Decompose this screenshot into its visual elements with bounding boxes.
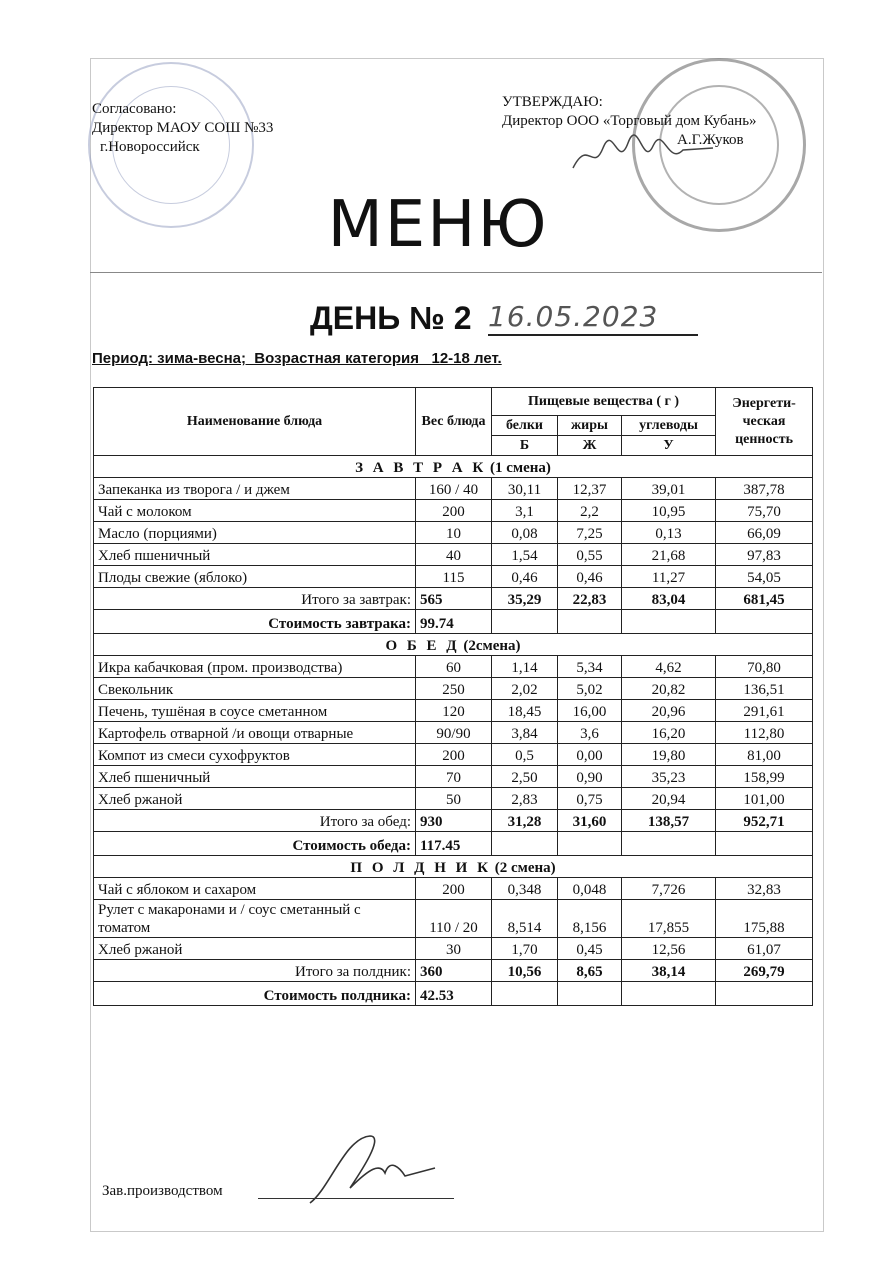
lunch-section-row bbox=[94, 634, 813, 656]
header-carbs: углеводы bbox=[622, 416, 716, 436]
lunch-total-carbs: 138,57 bbox=[622, 810, 716, 832]
dish-fats: 2,2 bbox=[558, 500, 622, 522]
dish-weight: 120 bbox=[416, 700, 492, 722]
snack-total-fats: 8,65 bbox=[558, 960, 622, 982]
table-row bbox=[94, 766, 813, 788]
dish-weight: 160 / 40 bbox=[416, 478, 492, 500]
dish-name: Хлеб пшеничный bbox=[94, 544, 416, 566]
lunch-cost-empty bbox=[558, 832, 622, 856]
lunch-section-main: О Б Е Д bbox=[385, 638, 460, 654]
dish-fats: 3,6 bbox=[558, 722, 622, 744]
lunch-cost-empty bbox=[716, 832, 813, 856]
footer-label: Зав.производством bbox=[102, 1183, 223, 1199]
dish-proteins: 2,50 bbox=[492, 766, 558, 788]
dish-carbs: 20,94 bbox=[622, 788, 716, 810]
lunch-total-proteins: 31,28 bbox=[492, 810, 558, 832]
dish-energy: 32,83 bbox=[716, 878, 813, 900]
dish-proteins: 2,02 bbox=[492, 678, 558, 700]
dish-fats: 0,00 bbox=[558, 744, 622, 766]
menu-table bbox=[93, 387, 813, 1006]
lunch-cost-empty bbox=[492, 832, 558, 856]
snack-total-row bbox=[94, 960, 813, 982]
snack-total-proteins: 10,56 bbox=[492, 960, 558, 982]
dish-fats: 0,75 bbox=[558, 788, 622, 810]
lunch-cost-value: 117.45 bbox=[416, 832, 492, 856]
lunch-section-title bbox=[94, 634, 813, 656]
manager-signature bbox=[290, 1128, 440, 1208]
dish-energy: 112,80 bbox=[716, 722, 813, 744]
dish-energy: 291,61 bbox=[716, 700, 813, 722]
dish-energy: 136,51 bbox=[716, 678, 813, 700]
approval-left-line1: Согласовано: bbox=[92, 101, 177, 117]
dish-energy: 175,88 bbox=[716, 900, 813, 938]
dish-proteins: 0,348 bbox=[492, 878, 558, 900]
dish-fats: 16,00 bbox=[558, 700, 622, 722]
approval-right-line2: Директор ООО «Торговый дом Кубань» bbox=[502, 113, 757, 129]
header-weight: Вес блюда bbox=[416, 388, 492, 456]
breakfast-total-fats: 22,83 bbox=[558, 588, 622, 610]
dish-carbs: 20,96 bbox=[622, 700, 716, 722]
table-row bbox=[94, 678, 813, 700]
snack-total-energy: 269,79 bbox=[716, 960, 813, 982]
dish-fats: 0,90 bbox=[558, 766, 622, 788]
breakfast-total-weight: 565 bbox=[416, 588, 492, 610]
dish-energy: 387,78 bbox=[716, 478, 813, 500]
snack-cost-row bbox=[94, 982, 813, 1006]
snack-section-row bbox=[94, 856, 813, 878]
snack-cost-label: Стоимость полдника: bbox=[94, 982, 416, 1006]
dish-fats: 0,048 bbox=[558, 878, 622, 900]
approval-left bbox=[92, 100, 273, 157]
period-line: Период: зима-весна; Возрастная категория 12-18 лет. bbox=[92, 350, 502, 367]
title-divider bbox=[90, 272, 822, 273]
snack-section-sub: (2 смена) bbox=[490, 860, 556, 876]
table-row bbox=[94, 478, 813, 500]
table-row bbox=[94, 788, 813, 810]
dish-fats: 0,55 bbox=[558, 544, 622, 566]
dish-carbs: 12,56 bbox=[622, 938, 716, 960]
breakfast-total-label: Итого за завтрак: bbox=[94, 588, 416, 610]
dish-energy: 75,70 bbox=[716, 500, 813, 522]
dish-fats: 5,34 bbox=[558, 656, 622, 678]
breakfast-total-proteins: 35,29 bbox=[492, 588, 558, 610]
dish-proteins: 30,11 bbox=[492, 478, 558, 500]
dish-carbs: 35,23 bbox=[622, 766, 716, 788]
dish-name: Плоды свежие (яблоко) bbox=[94, 566, 416, 588]
dish-energy: 81,00 bbox=[716, 744, 813, 766]
dish-proteins: 8,514 bbox=[492, 900, 558, 938]
breakfast-total-row bbox=[94, 588, 813, 610]
table-row bbox=[94, 566, 813, 588]
dish-weight: 90/90 bbox=[416, 722, 492, 744]
lunch-total-energy: 952,71 bbox=[716, 810, 813, 832]
dish-weight: 10 bbox=[416, 522, 492, 544]
table-row bbox=[94, 700, 813, 722]
lunch-total-weight: 930 bbox=[416, 810, 492, 832]
dish-weight: 40 bbox=[416, 544, 492, 566]
dish-name: Свекольник bbox=[94, 678, 416, 700]
breakfast-cost-empty bbox=[558, 610, 622, 634]
breakfast-section-main: З А В Т Р А К bbox=[355, 460, 487, 476]
table-row bbox=[94, 522, 813, 544]
dish-carbs: 0,13 bbox=[622, 522, 716, 544]
dish-weight: 70 bbox=[416, 766, 492, 788]
header-fats: жиры bbox=[558, 416, 622, 436]
dish-weight: 30 bbox=[416, 938, 492, 960]
dish-weight: 110 / 20 bbox=[416, 900, 492, 938]
table-row bbox=[94, 744, 813, 766]
breakfast-cost-empty bbox=[716, 610, 813, 634]
breakfast-total-energy: 681,45 bbox=[716, 588, 813, 610]
page-title: МЕНЮ bbox=[327, 188, 549, 262]
dish-proteins: 1,14 bbox=[492, 656, 558, 678]
table-row bbox=[94, 544, 813, 566]
dish-weight: 115 bbox=[416, 566, 492, 588]
snack-total-label: Итого за полдник: bbox=[94, 960, 416, 982]
dish-proteins: 0,46 bbox=[492, 566, 558, 588]
director-signature bbox=[568, 128, 718, 178]
dish-carbs: 17,855 bbox=[622, 900, 716, 938]
lunch-cost-label: Стоимость обеда: bbox=[94, 832, 416, 856]
dish-energy: 54,05 bbox=[716, 566, 813, 588]
dish-carbs: 16,20 bbox=[622, 722, 716, 744]
dish-proteins: 3,1 bbox=[492, 500, 558, 522]
approval-left-line2: Директор МАОУ СОШ №33 bbox=[92, 120, 274, 136]
dish-name: Чай с молоком bbox=[94, 500, 416, 522]
day-label: ДЕНЬ № 2 bbox=[310, 300, 472, 336]
breakfast-cost-label: Стоимость завтрака: bbox=[94, 610, 416, 634]
dish-fats: 5,02 bbox=[558, 678, 622, 700]
dish-energy: 101,00 bbox=[716, 788, 813, 810]
dish-name: Компот из смеси сухофруктов bbox=[94, 744, 416, 766]
breakfast-cost-row bbox=[94, 610, 813, 634]
table-row bbox=[94, 722, 813, 744]
dish-name: Чай с яблоком и сахаром bbox=[94, 878, 416, 900]
header-proteins-short: Б bbox=[492, 436, 558, 456]
breakfast-section-sub: (1 смена) bbox=[486, 460, 551, 476]
breakfast-cost-empty bbox=[492, 610, 558, 634]
dish-fats: 0,45 bbox=[558, 938, 622, 960]
dish-energy: 66,09 bbox=[716, 522, 813, 544]
dish-fats: 8,156 bbox=[558, 900, 622, 938]
dish-name: Хлеб ржаной bbox=[94, 938, 416, 960]
snack-cost-empty bbox=[492, 982, 558, 1006]
table-row bbox=[94, 500, 813, 522]
snack-total-carbs: 38,14 bbox=[622, 960, 716, 982]
dish-fats: 7,25 bbox=[558, 522, 622, 544]
dish-fats: 12,37 bbox=[558, 478, 622, 500]
lunch-total-row bbox=[94, 810, 813, 832]
dish-name: Хлеб пшеничный bbox=[94, 766, 416, 788]
dish-name: Рулет с макаронами и / соус сметанный с томатом bbox=[94, 900, 416, 938]
dish-name: Масло (порциями) bbox=[94, 522, 416, 544]
day-date: 16.05.2023 bbox=[488, 300, 698, 336]
breakfast-cost-empty bbox=[622, 610, 716, 634]
dish-carbs: 10,95 bbox=[622, 500, 716, 522]
header-fats-short: Ж bbox=[558, 436, 622, 456]
dish-carbs: 19,80 bbox=[622, 744, 716, 766]
dish-proteins: 18,45 bbox=[492, 700, 558, 722]
dish-energy: 97,83 bbox=[716, 544, 813, 566]
dish-weight: 200 bbox=[416, 500, 492, 522]
dish-carbs: 11,27 bbox=[622, 566, 716, 588]
dish-proteins: 3,84 bbox=[492, 722, 558, 744]
dish-weight: 250 bbox=[416, 678, 492, 700]
dish-carbs: 21,68 bbox=[622, 544, 716, 566]
snack-section-main: П О Л Д Н И К bbox=[350, 860, 491, 876]
lunch-section-sub: (2смена) bbox=[459, 638, 521, 654]
dish-fats: 0,46 bbox=[558, 566, 622, 588]
approval-left-line3: г.Новороссийск bbox=[100, 139, 200, 155]
dish-name: Запеканка из творога / и джем bbox=[94, 478, 416, 500]
dish-carbs: 7,726 bbox=[622, 878, 716, 900]
snack-cost-empty bbox=[558, 982, 622, 1006]
lunch-cost-empty bbox=[622, 832, 716, 856]
table-row bbox=[94, 878, 813, 900]
footer-signature-line bbox=[258, 1198, 454, 1199]
dish-name: Икра кабачковая (пром. производства) bbox=[94, 656, 416, 678]
dish-carbs: 4,62 bbox=[622, 656, 716, 678]
dish-proteins: 0,5 bbox=[492, 744, 558, 766]
dish-proteins: 1,70 bbox=[492, 938, 558, 960]
snack-cost-empty bbox=[622, 982, 716, 1006]
approval-right-line3: А.Г.Жуков bbox=[677, 132, 744, 148]
dish-proteins: 0,08 bbox=[492, 522, 558, 544]
dish-carbs: 20,82 bbox=[622, 678, 716, 700]
breakfast-total-carbs: 83,04 bbox=[622, 588, 716, 610]
dish-name: Печень, тушёная в соусе сметанном bbox=[94, 700, 416, 722]
dish-energy: 158,99 bbox=[716, 766, 813, 788]
snack-cost-empty bbox=[716, 982, 813, 1006]
table-row bbox=[94, 900, 813, 938]
dish-proteins: 2,83 bbox=[492, 788, 558, 810]
lunch-total-fats: 31,60 bbox=[558, 810, 622, 832]
dish-name: Хлеб ржаной bbox=[94, 788, 416, 810]
approval-right-line1: УТВЕРЖДАЮ: bbox=[502, 94, 603, 110]
dish-energy: 61,07 bbox=[716, 938, 813, 960]
dish-energy: 70,80 bbox=[716, 656, 813, 678]
dish-weight: 50 bbox=[416, 788, 492, 810]
lunch-cost-row bbox=[94, 832, 813, 856]
header-nutrients: Пищевые вещества ( г ) bbox=[492, 388, 716, 416]
snack-total-weight: 360 bbox=[416, 960, 492, 982]
table-row bbox=[94, 656, 813, 678]
dish-carbs: 39,01 bbox=[622, 478, 716, 500]
header-carbs-short: У bbox=[622, 436, 716, 456]
header-name: Наименование блюда bbox=[94, 388, 416, 456]
breakfast-section-title bbox=[94, 456, 813, 478]
snack-section-title bbox=[94, 856, 813, 878]
dish-weight: 200 bbox=[416, 744, 492, 766]
dish-name: Картофель отварной /и овощи отварные bbox=[94, 722, 416, 744]
table-row bbox=[94, 938, 813, 960]
lunch-total-label: Итого за обед: bbox=[94, 810, 416, 832]
dish-weight: 60 bbox=[416, 656, 492, 678]
dish-weight: 200 bbox=[416, 878, 492, 900]
snack-cost-value: 42.53 bbox=[416, 982, 492, 1006]
header-energy: Энергети-ческая ценность bbox=[716, 388, 813, 456]
breakfast-cost-value: 99.74 bbox=[416, 610, 492, 634]
dish-proteins: 1,54 bbox=[492, 544, 558, 566]
header-proteins: белки bbox=[492, 416, 558, 436]
breakfast-section-row bbox=[94, 456, 813, 478]
